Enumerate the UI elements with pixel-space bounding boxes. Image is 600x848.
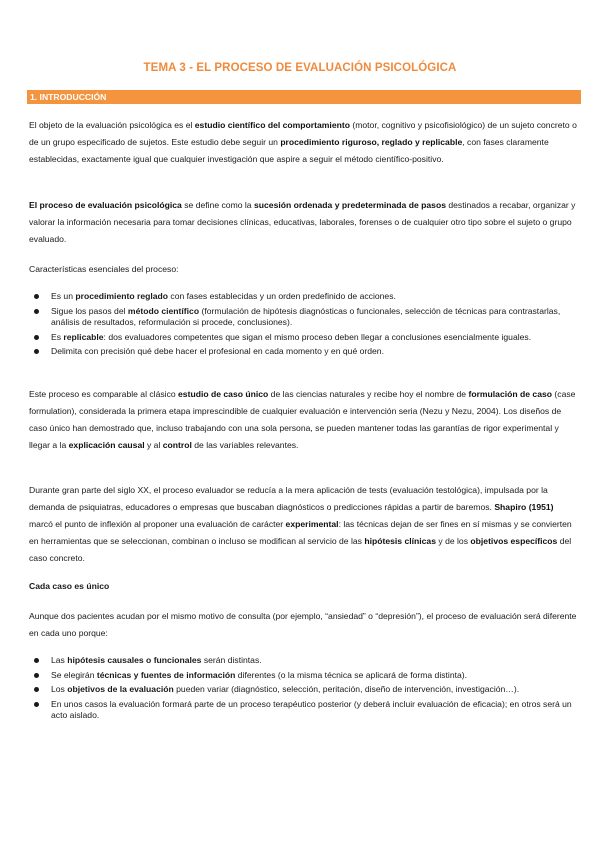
paragraph-objeto-evaluacion: El objeto de la evaluación psicológica es el estudio científico del comportamiento (motor, cognitivo y psicofisiológico) de un sujeto concreto o de un grupo especificado de sujetos. Este estudio debe seguir un procedimiento riguroso, reglado y replicable, con fases claramente establecidas, exactamente igual que cualquier investigación que aspire a seguir el método científico-positivo.: [29, 120, 577, 164]
list-item: Los objetivos de la evaluación pueden variar (diagnóstico, selección, peritación, diseño de intervención, investigación…).: [29, 684, 574, 696]
bullet-icon: [34, 673, 39, 678]
paragraph-caracteristicas-intro: Características esenciales del proceso:: [29, 264, 179, 274]
list-item: Es un procedimiento reglado con fases establecidas y un orden predefinido de acciones.: [29, 291, 574, 303]
section-heading-introduccion: 1. INTRODUCCIÓN: [27, 90, 581, 104]
subheading-cada-caso-unico: Cada caso es único: [29, 581, 110, 591]
list-caracteristicas: [29, 291, 574, 361]
list-diferencias: [29, 655, 574, 725]
paragraph-definicion-proceso: El proceso de evaluación psicológica se define como la sucesión ordenada y predeterminada de pasos destinados a recabar, organizar y valorar la información necesaria para tomar decisiones clínicas, educativas, laborales, forenses o de cualquier otro tipo sobre el sujeto o grupo evaluado.: [29, 200, 576, 244]
bullet-icon: [34, 702, 39, 707]
bullet-icon: [34, 349, 39, 354]
bullet-icon: [34, 658, 39, 663]
bullet-icon: [34, 294, 39, 299]
paragraph-caso-unico: Este proceso es comparable al clásico estudio de caso único de las ciencias naturales y recibe hoy el nombre de formulación de caso (case formulation), considerada la primera etapa imprescindible de cualquier evaluación e intervención seria (Nezu y Nezu, 2004). Los diseños de caso único han demostrado que, incluso trabajando con una sola persona, se pueden mantener todas las garantías de rigor experimental y llegar a la explicación causal y al control de las variables relevantes.: [29, 389, 576, 450]
page-title: TEMA 3 - EL PROCESO DE EVALUACIÓN PSICOLÓGICA: [143, 62, 457, 74]
list-item: Sigue los pasos del método científico (formulación de hipótesis diagnósticas o funcionales, selección de técnicas para contrastarlas, análisis de resultados, reformulación si procede, conclusiones).: [29, 306, 574, 329]
paragraph-siglo-xx: Durante gran parte del siglo XX, el proceso evaluador se reducía a la mera aplicación de tests (evaluación testológica), impulsada por la demanda de psiquiatras, educadores o empresas que buscaban diagnósticos o predicciones rápidas a partir de baremos. Shapiro (1951) marcó el punto de inflexión al proponer una evaluación de carácter experimental: las técnicas dejan de ser fines en sí mismas y se convierten en herramientas que se seleccionan, combinan o incluso se modifican al servicio de las hipótesis clínicas y de los objetivos específicos del caso concreto.: [29, 485, 572, 563]
list-item: Es replicable: dos evaluadores competentes que sigan el mismo proceso deben llegar a conclusiones esencialmente iguales.: [29, 332, 574, 344]
list-item: Se elegirán técnicas y fuentes de información diferentes (o la misma técnica se aplicará de forma distinta).: [29, 670, 574, 682]
list-item: Delimita con precisión qué debe hacer el profesional en cada momento y en qué orden.: [29, 346, 574, 358]
bullet-icon: [34, 309, 39, 314]
bullet-icon: [34, 687, 39, 692]
paragraph-dos-pacientes: Aunque dos pacientes acudan por el mismo motivo de consulta (por ejemplo, “ansiedad” o “depresión”), el proceso de evaluación será diferente en cada uno porque:: [29, 611, 577, 638]
bullet-icon: [34, 335, 39, 340]
list-item: En unos casos la evaluación formará parte de un proceso terapéutico posterior (y deberá incluir evaluación de eficacia); en otros será un acto aislado.: [29, 699, 574, 722]
list-item: Las hipótesis causales o funcionales serán distintas.: [29, 655, 574, 667]
